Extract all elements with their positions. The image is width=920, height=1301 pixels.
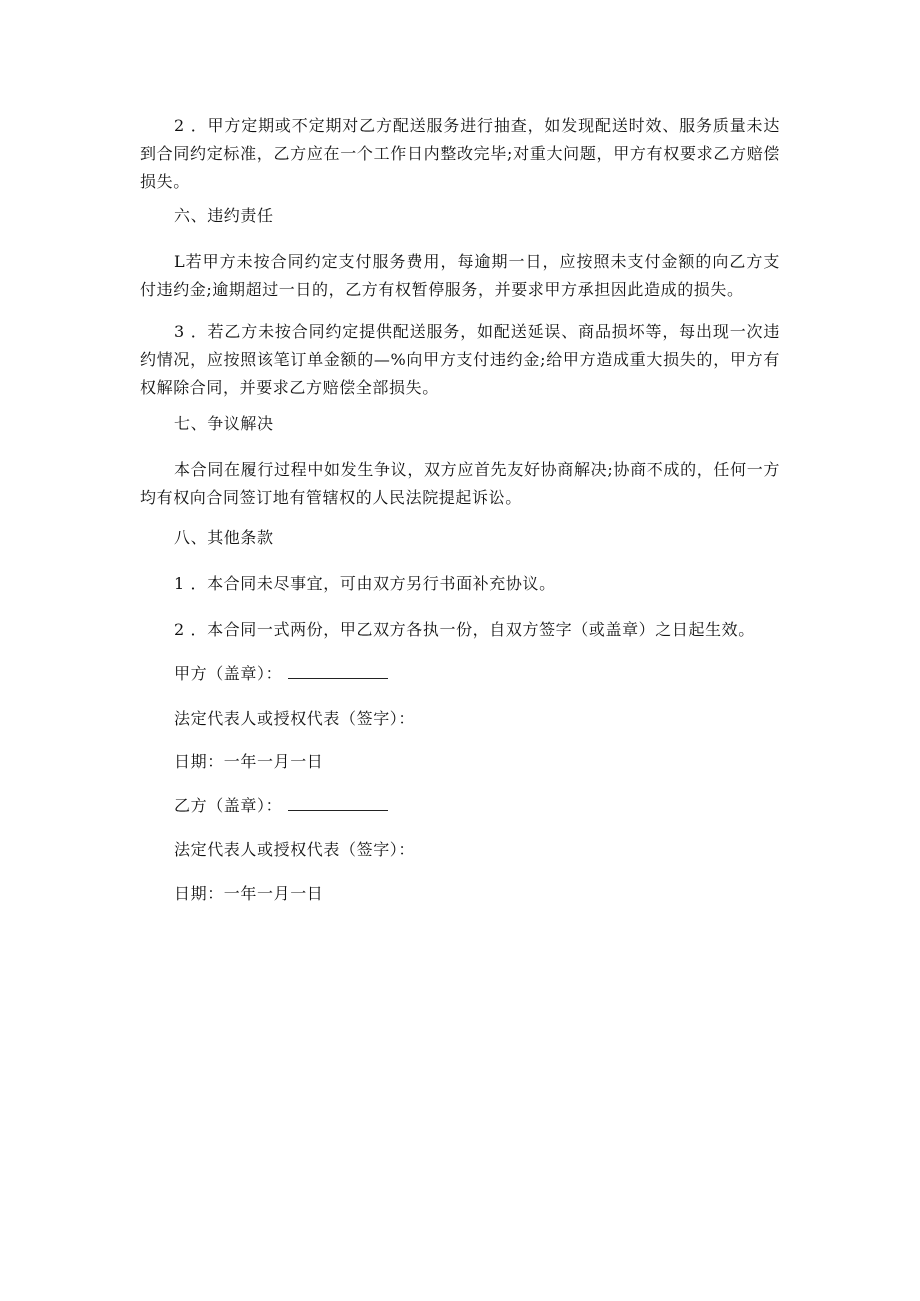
clause-copies: 2 ．本合同一式两份，甲乙双方各执一份，自双方签字（或盖章）之日起生效。 [174,620,755,639]
party-a-date: 日期：一年一月一日 [174,752,324,771]
party-a-seal-label: 甲方（盖章）： [174,664,283,683]
party-b-seal-blank [288,792,388,811]
party-b-seal-line [174,792,388,820]
clause-inspection: 2 ．甲方定期或不定期对乙方配送服务进行抽查，如发现配送时效、服务质量未达到合同约定标准，乙方应在一个工作日内整改完毕;对重大问题，甲方有权要求乙方赔偿损失。 [140,116,780,191]
party-b-seal-label: 乙方（盖章）： [174,796,283,815]
party-b-representative: 法定代表人或授权代表（签字）： [174,840,416,859]
party-b-date: 日期：一年一月一日 [174,884,324,903]
clause-dispute-resolution: 本合同在履行过程中如发生争议，双方应首先友好协商解决;协商不成的，任何一方均有权向合同签订地有管辖权的人民法院提起诉讼。 [140,460,780,507]
party-a-seal-blank [288,660,388,679]
section-heading-dispute: 七、争议解决 [174,414,274,433]
section-heading-other: 八、其他条款 [174,528,274,547]
party-a-representative: 法定代表人或授权代表（签字）： [174,709,416,728]
clause-supplement: 1 ．本合同未尽事宜，可由双方另行书面补充协议。 [174,574,556,593]
party-a-seal-line [174,660,388,688]
clause-delivery-failure: 3 ．若乙方未按合同约定提供配送服务，如配送延误、商品损坏等，每出现一次违约情况，应按照该笔订单金额的—%向甲方支付违约金;给甲方造成重大损失的，甲方有权解除合同，并要求乙方赔偿全部损失。 [140,322,780,397]
section-heading-breach: 六、违约责任 [174,206,274,225]
clause-late-payment: L若甲方未按合同约定支付服务费用，每逾期一日，应按照未支付金额的向乙方支付违约金;逾期超过一日的，乙方有权暂停服务，并要求甲方承担因此造成的损失。 [140,252,780,299]
